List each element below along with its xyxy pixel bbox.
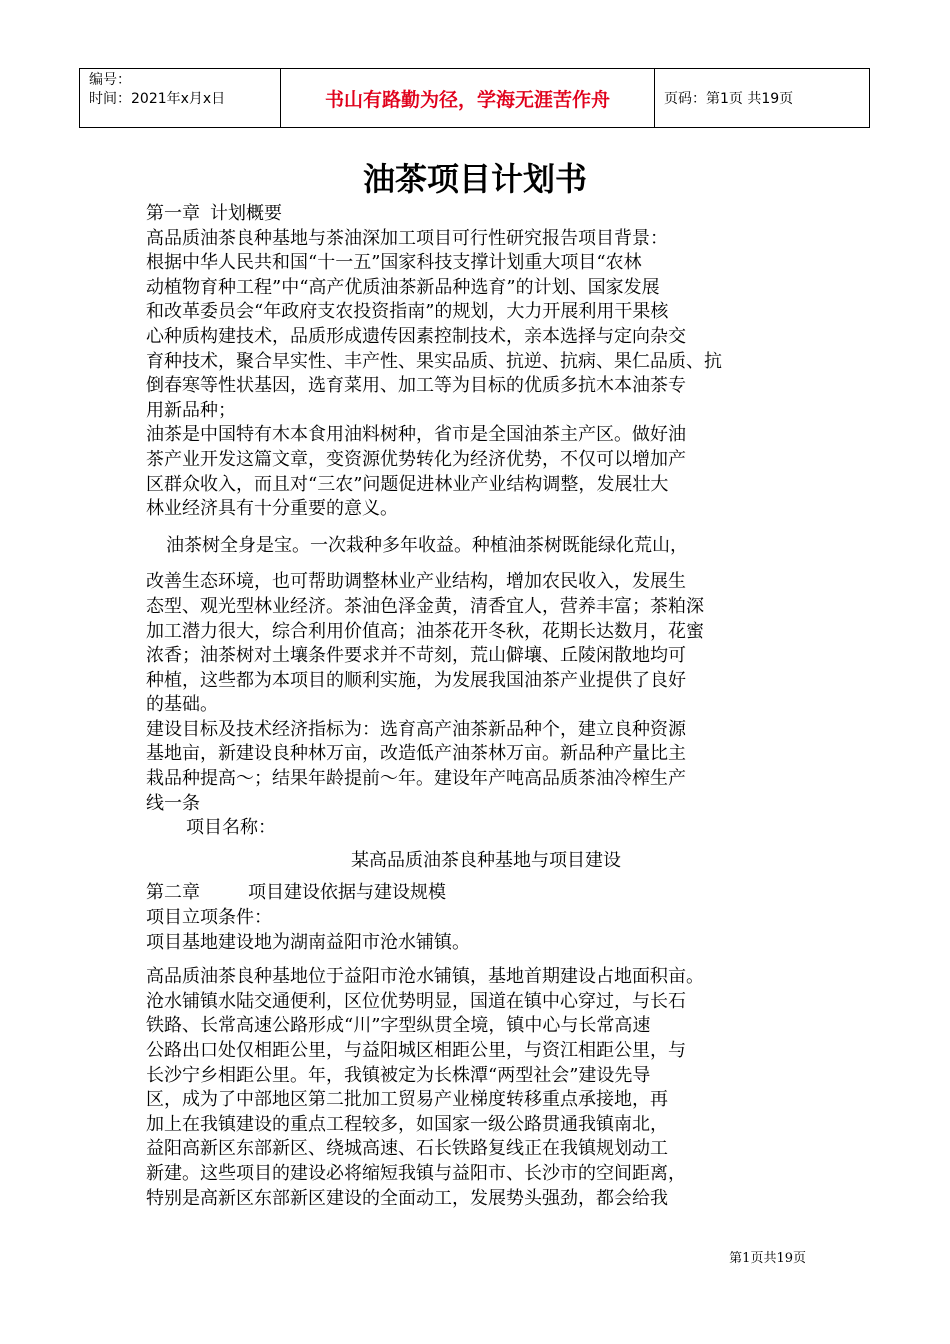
chapter1-heading	[146, 202, 826, 227]
paragraph-line: 铁路、长常高速公路形成“川”字型纵贯全境，镇中心与长常高速	[146, 1015, 651, 1037]
paragraph-line: 和改革委员会“年政府支农投资指南”的规划，大力开展利用干果核	[146, 301, 669, 323]
chapter1-number: 第一章	[146, 203, 200, 224]
header-info-cell	[80, 69, 281, 127]
paragraph-line: 建设目标及技术经济指标为：选育高产油茶新品种个，建立良种资源	[146, 718, 686, 740]
number-label: 编号：	[89, 72, 131, 88]
paragraph-line: 育种技术，聚合早实性、丰产性、果实品质、抗逆、抗病、果仁品质、抗	[146, 350, 722, 372]
paragraph-line: 倒春寒等性状基因，选育菜用、加工等为目标的优质多抗木本油茶专	[146, 375, 686, 397]
paragraph-line: 公路出口处仅相距公里，与益阳城区相距公里，与资江相距公里，与	[146, 1040, 686, 1061]
document-title: 油茶项目计划书	[362, 160, 587, 198]
paragraph-line: 新建。这些项目的建设必将缩短我镇与益阳市、长沙市的空间距离，	[146, 1162, 686, 1184]
paragraph-line: 根据中华人民共和国“十一五”国家科技支撑计划重大项目“农林	[146, 252, 642, 274]
paragraph-line: 态型、观光型林业经济。茶油色泽金黄，清香宜人，营养丰富；茶粕深	[146, 595, 704, 617]
paragraph-line: 动植物育种工程”中“高产优质油茶新品种选育”的计划、国家发展	[146, 276, 660, 298]
project-name-value: 某高品质油茶良种基地与项目建设	[351, 849, 621, 871]
paragraph-line: 油茶树全身是宝。一次栽种多年收益。种植油茶树既能绿化荒山，	[166, 534, 688, 556]
page-footer: 第1页共19页	[729, 1251, 806, 1266]
chapter1-title: 计划概要	[210, 203, 282, 224]
paragraph-line: 加工潜力很大，综合利用价值高；油茶花开冬秋，花期长达数月，花蜜	[146, 620, 704, 642]
paragraph-line: 栽品种提高～；结果年龄提前～年。建设年产吨高品质茶油冷榨生产	[146, 768, 686, 790]
paragraph-line: 基地亩，新建设良种林万亩，改造低产油茶林万亩。新品种产量比主	[146, 743, 686, 765]
paragraph-line: 心种质构建技术，品质形成遗传因素控制技术，亲本选择与定向杂交	[146, 325, 686, 347]
paragraph-line: 沧水铺镇水陆交通便利，区位优势明显，国道在镇中心穿过，与长石	[146, 990, 686, 1012]
chapter2-title: 项目建设依据与建设规模	[248, 882, 446, 904]
paragraph-line: 浓香；油茶树对土壤条件要求并不苛刻，荒山僻壤、丘陵闲散地均可	[146, 645, 686, 667]
paragraph-line: 林业经济具有十分重要的意义。	[146, 498, 398, 520]
header-motto: 书山有路勤为径，学海无涯苦作舟	[281, 69, 655, 127]
paragraph-line: 项目基地建设地为湖南益阳市沧水铺镇。	[146, 931, 470, 953]
document-body	[146, 202, 826, 1211]
paragraph-line: 种植，这些都为本项目的顺利实施，为发展我国油茶产业提供了良好	[146, 669, 686, 691]
paragraph-line: 油茶是中国特有木本食用油料树种，省市是全国油茶主产区。做好油	[146, 424, 686, 446]
time-label: 时间：2021年x月x日	[89, 91, 226, 107]
project-name-label: 项目名称：	[186, 817, 276, 839]
paragraph-line: 高品质油茶良种基地位于益阳市沧水铺镇，基地首期建设占地面积亩。	[146, 966, 704, 988]
paragraph-line: 加上在我镇建设的重点工程较多，如国家一级公路贯通我镇南北，	[146, 1113, 668, 1135]
paragraph-line: 线一条	[146, 792, 200, 814]
paragraph-line: 长沙宁乡相距公里。年，我镇被定为长株潭“两型社会”建设先导	[146, 1064, 651, 1086]
paragraph-line: 用新品种；	[146, 399, 236, 421]
page-header	[79, 68, 870, 128]
paragraph-line: 特别是高新区东部新区建设的全面动工，发展势头强劲，都会给我	[146, 1187, 668, 1209]
chapter2-heading	[146, 881, 826, 906]
paragraph-line: 益阳高新区东部新区、绕城高速、石长铁路复线正在我镇规划动工	[146, 1138, 668, 1160]
paragraph-line: 高品质油茶良种基地与茶油深加工项目可行性研究报告项目背景：	[146, 227, 668, 249]
header-page-code: 页码：第1页 共19页	[664, 91, 794, 107]
chapter2-number: 第二章	[146, 882, 200, 904]
paragraph-line: 的基础。	[146, 694, 218, 716]
paragraph-line: 茶产业开发这篇文章，变资源优势转化为经济优势，不仅可以增加产	[146, 448, 686, 470]
paragraph-line: 区，成为了中部地区第二批加工贸易产业梯度转移重点承接地，再	[146, 1089, 668, 1111]
paragraph-line: 区群众收入，而且对“三农”问题促进林业产业结构调整，发展壮大	[146, 473, 669, 495]
paragraph-line: 改善生态环境，也可帮助调整林业产业结构，增加农民收入，发展生	[146, 571, 686, 593]
paragraph-line: 项目立项条件：	[146, 907, 272, 929]
